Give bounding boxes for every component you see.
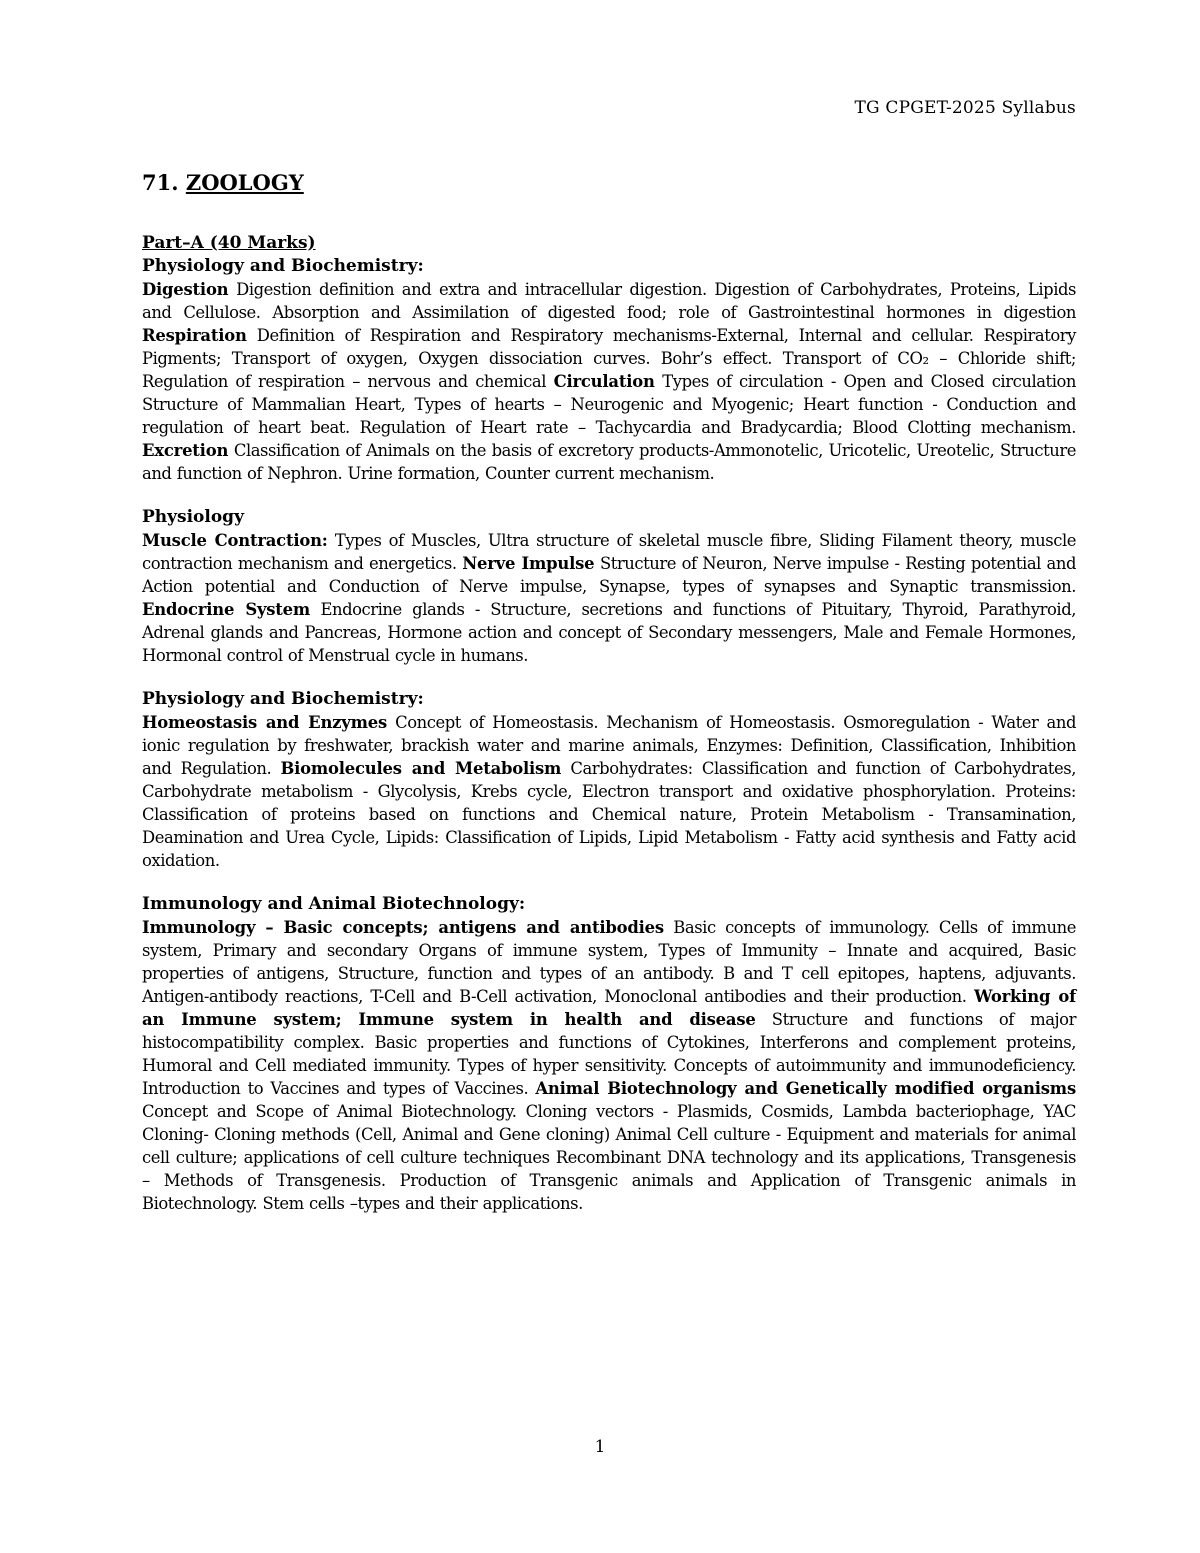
section-paragraph: [142, 529, 1076, 667]
paragraph-text: Carbohydrates: Classification and function of Carbohydrates, Carbohydrate metabolism - Glycolysis, Krebs cycle, Electron transport and oxidative phosphorylation. Proteins: Classification of proteins based on functions and Chemical nature, Protein Metabolism - Transamination, Deamination and Urea Cycle, Lipids: Classification of Lipids, Lipid Metabolism - Fatty acid synthesis and Fatty acid oxidation.: [142, 759, 1076, 870]
topic-heading: Working of an Immune system; Immune system in health and disease: [142, 987, 1076, 1029]
paragraph-text: Types of circulation - Open and Closed circulation Structure of Mammalian Heart, Types of hearts – Neurogenic and Myogenic; Heart function - Conduction and regulation of heart beat. Regulation of Heart rate – Tachycardia and Bradycardia; Blood Clotting mechanism.: [142, 372, 1077, 437]
title-number: 71.: [142, 170, 186, 195]
topic-heading: Nerve Impulse: [462, 554, 595, 573]
topic-heading: Muscle Contraction:: [142, 531, 328, 550]
paragraph-text: Concept of Homeostasis. Mechanism of Homeostasis. Osmoregulation - Water and ionic regulation by freshwater, brackish water and marine animals, Enzymes: Definition, Classification, Inhibition and Regulation.: [142, 713, 1076, 778]
section-heading: Physiology and Biochemistry:: [142, 256, 424, 276]
section-heading: Physiology and Biochemistry:: [142, 689, 424, 709]
section-heading: Immunology and Animal Biotechnology:: [142, 894, 526, 914]
topic-heading: Immunology – Basic concepts; antigens and antibodies: [142, 918, 664, 937]
topic-heading: Respiration: [142, 326, 247, 345]
paragraph-text: Structure of Neuron, Nerve impulse - Resting potential and Action potential and Conduction of Nerve impulse, Synapse, types of synapses and Synaptic transmission.: [142, 554, 1076, 596]
topic-heading: Digestion: [142, 280, 229, 299]
paragraph-text: Types of Muscles, Ultra structure of skeletal muscle fibre, Sliding Filament theory, muscle contraction mechanism and energetics.: [142, 531, 1077, 573]
section-heading: Physiology: [142, 507, 244, 527]
section-paragraph: [142, 278, 1076, 485]
topic-heading: Animal Biotechnology and Genetically modified organisms: [535, 1079, 1076, 1098]
document-body: [142, 168, 1076, 1236]
paragraph-text: Endocrine glands - Structure, secretions and functions of Pituitary, Thyroid, Parathyroid, Adrenal glands and Pancreas, Hormone action and concept of Secondary messengers, Male and Female Hormones, Hormonal control of Menstrual cycle in humans.: [142, 600, 1076, 665]
paragraph-text: Definition of Respiration and Respiratory mechanisms-External, Internal and cellular. Respiratory Pigments; Transport of oxygen, Oxygen dissociation curves. Bohr’s effect. Transport of CO₂ – Chloride shift; Regulation of respiration – nervous and chemical: [142, 326, 1076, 391]
part-a-heading: Part–A (40 Marks): [142, 233, 316, 253]
topic-heading: Excretion: [142, 441, 229, 460]
paragraph-text: Concept and Scope of Animal Biotechnology. Cloning vectors - Plasmids, Cosmids, Lambda bacteriophage, YAC Cloning- Cloning methods (Cell, Animal and Gene cloning) Animal Cell culture - Equipment and materials for animal cell culture; applications of cell culture techniques Recombinant DNA technology and its applications, Transgenesis – Methods of Transgenesis. Production of Transgenic animals and Application of Transgenic animals in Biotechnology. Stem cells –types and their applications.: [142, 1102, 1076, 1213]
section-paragraph: [142, 916, 1076, 1215]
title-subject: ZOOLOGY: [185, 170, 304, 195]
page-number: 1: [594, 1437, 606, 1457]
page-title: [142, 168, 1076, 198]
topic-heading: Homeostasis and Enzymes: [142, 713, 387, 732]
paragraph-text: Structure and functions of major histocompatibility complex. Basic properties and functions of Cytokines, Interferons and complement proteins, Humoral and Cell mediated immunity. Types of hyper sensitivity. Concepts of autoimmunity and immunodeficiency. Introduction to Vaccines and types of Vaccines.: [142, 1010, 1076, 1098]
paragraph-text: Basic concepts of immunology. Cells of immune system, Primary and secondary Organs of immune system, Types of Immunity – Innate and acquired, Basic properties of antigens, Structure, function and types of an antibody. B and T cell epitopes, haptens, adjuvants. Antigen-antibody reactions, T-Cell and B-Cell activation, Monoclonal antibodies and their production.: [142, 918, 1076, 1006]
topic-heading: Biomolecules and Metabolism: [280, 759, 562, 778]
topic-heading: Endocrine System: [142, 600, 311, 619]
paragraph-text: Classification of Animals on the basis of excretory products-Ammonotelic, Uricotelic, Ureotelic, Structure and function of Nephron. Urine formation, Counter current mechanism.: [142, 441, 1076, 483]
page-header: TG CPGET-2025 Syllabus: [854, 98, 1076, 118]
paragraph-text: Digestion definition and extra and intracellular digestion. Digestion of Carbohydrates, Proteins, Lipids and Cellulose. Absorption and Assimilation of digested food; role of Gastrointestinal hormones in digestion: [142, 280, 1076, 322]
section-paragraph: [142, 711, 1076, 872]
topic-heading: Circulation: [553, 372, 655, 391]
